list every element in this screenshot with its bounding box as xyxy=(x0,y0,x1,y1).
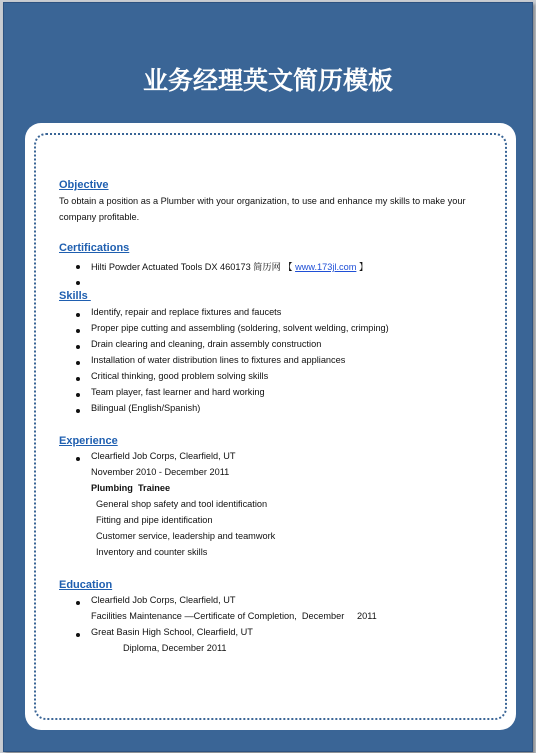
skills-heading: Skills xyxy=(59,290,91,302)
education-school: Great Basin High School, Clearfield, UT xyxy=(91,627,253,637)
bullet xyxy=(76,265,80,269)
experience-duty: Inventory and counter skills xyxy=(96,547,208,557)
bullet xyxy=(76,345,80,349)
experience-duty: Fitting and pipe identification xyxy=(96,515,213,525)
skill-item: Bilingual (English/Spanish) xyxy=(91,403,201,413)
bullet xyxy=(76,329,80,333)
education-school: Clearfield Job Corps, Clearfield, UT xyxy=(91,595,236,605)
bullet xyxy=(76,409,80,413)
certification-link[interactable]: www.173jl.com xyxy=(295,262,357,272)
resume-title: 业务经理英文简历模板 xyxy=(142,66,393,95)
experience-duty: General shop safety and tool identification xyxy=(96,499,268,509)
experience-heading: Experience xyxy=(59,435,118,447)
skill-item: Team player, fast learner and hard working xyxy=(91,387,265,397)
bullet xyxy=(76,361,80,365)
experience-duty: Customer service, leadership and teamwork xyxy=(96,531,276,541)
certification-suffix: 】 xyxy=(356,262,369,272)
certification-text: Hilti Powder Actuated Tools DX 460173 简历网 【 xyxy=(91,262,296,272)
skill-item: Proper pipe cutting and assembling (soldering, solvent welding, crimping) xyxy=(91,323,389,333)
skill-item: Installation of water distribution lines to fixtures and appliances xyxy=(91,355,346,365)
skill-item: Drain clearing and cleaning, drain assembly construction xyxy=(91,339,322,349)
certification-item xyxy=(91,259,368,273)
objective-text: To obtain a position as a Plumber with your organization, to use and enhance my skills to make your company profitable. xyxy=(59,196,466,222)
bullet xyxy=(76,313,80,317)
bullet xyxy=(76,393,80,397)
bullet xyxy=(76,633,80,637)
document-page xyxy=(3,2,533,752)
bullet xyxy=(76,601,80,605)
experience-dates: November 2010 - December 2011 xyxy=(91,467,230,477)
education-detail: Diploma, December 2011 xyxy=(123,643,227,653)
bullet xyxy=(76,377,80,381)
skill-item: Identify, repair and replace fixtures and faucets xyxy=(91,307,282,317)
certifications-heading: Certifications xyxy=(59,242,130,254)
education-detail: Facilities Maintenance —Certificate of Completion, December 2011 xyxy=(91,611,377,621)
education-heading: Education xyxy=(59,579,113,591)
bullet-empty xyxy=(76,281,80,285)
objective-heading: Objective xyxy=(59,179,109,191)
skill-item: Critical thinking, good problem solving skills xyxy=(91,371,269,381)
resume-card xyxy=(25,123,516,730)
bullet xyxy=(76,457,80,461)
experience-employer: Clearfield Job Corps, Clearfield, UT xyxy=(91,451,236,461)
experience-role: Plumbing Trainee xyxy=(91,483,171,493)
